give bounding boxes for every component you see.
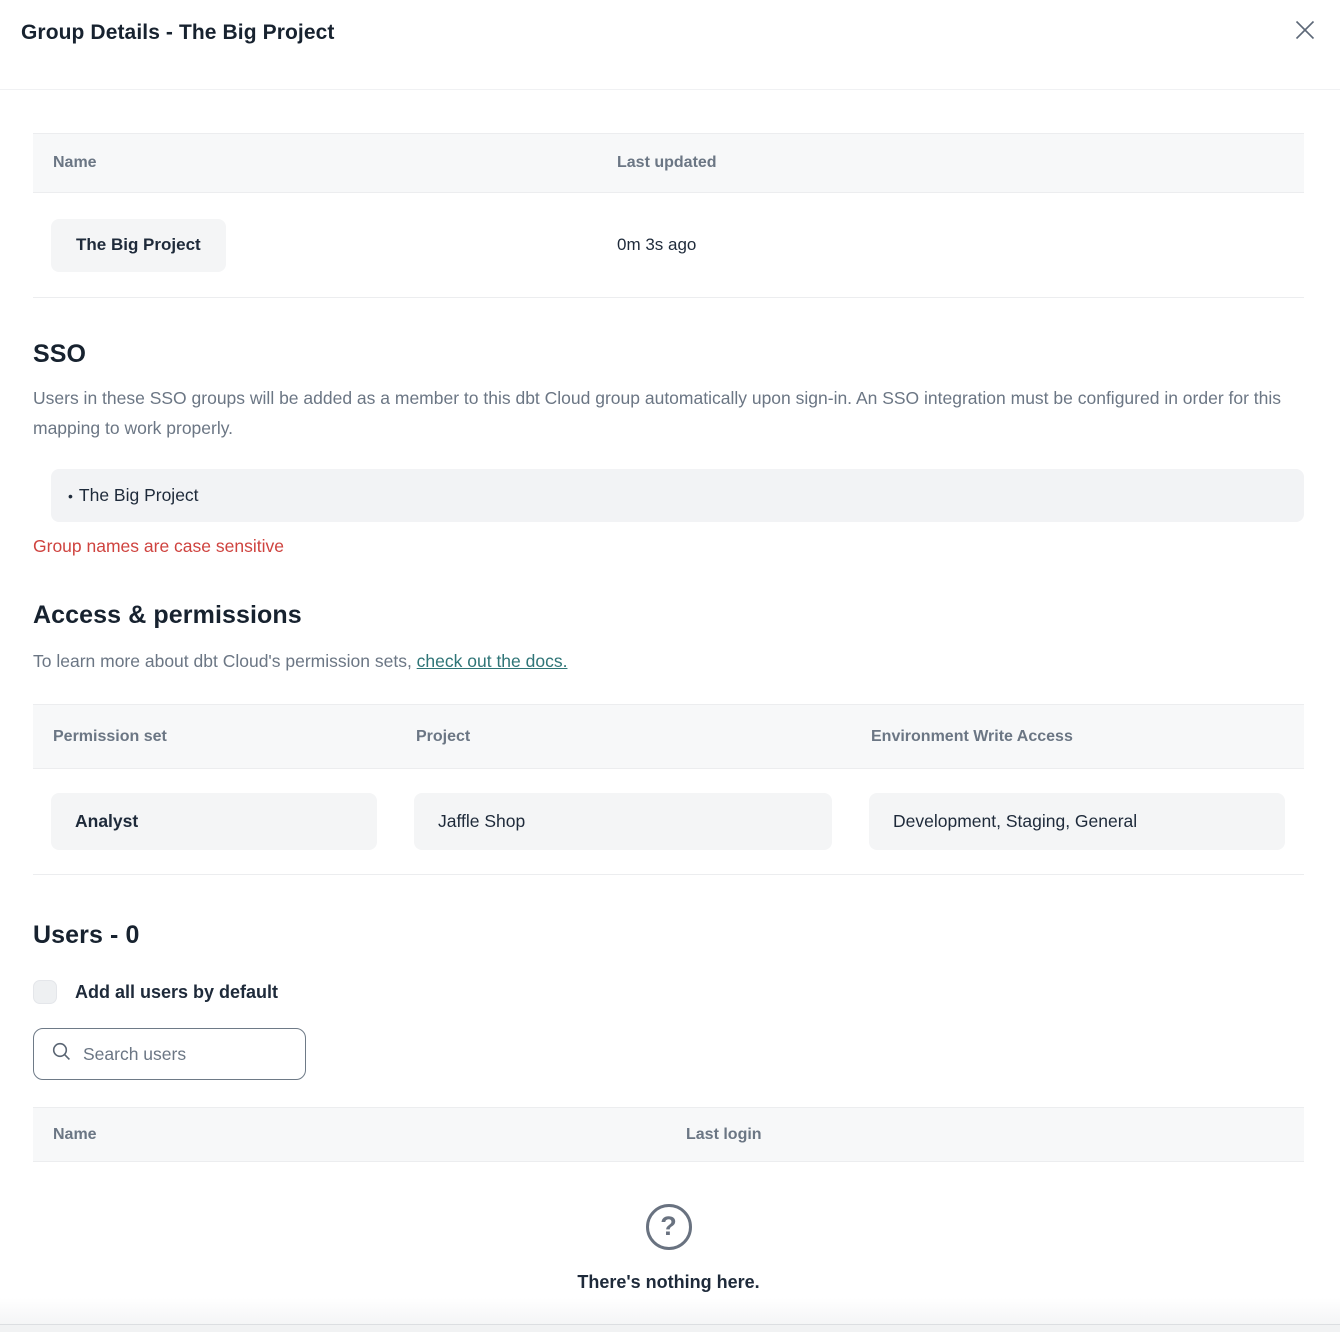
table-row [33,193,1304,297]
close-icon [1292,17,1318,46]
search-users-input[interactable] [83,1044,273,1065]
bottom-shadow [0,1298,1340,1324]
modal-header [0,0,1340,90]
search-icon [51,1041,72,1067]
docs-link[interactable]: check out the docs. [416,651,568,671]
access-description-text: To learn more about dbt Cloud's permission sets, [33,651,417,671]
add-all-users-label: Add all users by default [75,981,279,1002]
bullet-icon: • [68,487,73,504]
group-table [33,133,1304,298]
column-header-name: Name [53,154,97,171]
environment-write-access-value[interactable]: Development, Staging, General [869,793,1285,850]
question-mark-icon: ? [646,1204,692,1250]
users-table-header [33,1108,1304,1162]
empty-state [33,1204,1304,1293]
column-header-permission-set: Permission set [53,727,167,745]
add-all-users-row [33,980,1304,1004]
users-table [33,1107,1304,1162]
table-row [33,769,1304,874]
users-heading: Users - 0 [33,921,140,949]
sso-description: Users in these SSO groups will be added as a member to this dbt Cloud group automatically upon sign-in. An SSO integration must be configured in order for this mapping to work properly. [33,388,1282,438]
column-header-last-login: Last login [686,1125,762,1143]
column-header-name: Name [53,1125,97,1143]
search-users-box[interactable] [33,1028,306,1080]
access-permissions-heading: Access & permissions [33,601,302,629]
sso-heading: SSO [33,340,87,368]
column-header-environment-write-access: Environment Write Access [871,727,1073,745]
sso-group-list-item [51,469,1304,522]
footer-strip [0,1324,1340,1332]
case-sensitive-note: Group names are case sensitive [33,536,284,556]
column-header-project: Project [416,727,471,745]
project-value[interactable]: Jaffle Shop [414,793,832,850]
column-header-last-updated: Last updated [617,154,717,171]
group-name-chip[interactable]: The Big Project [51,219,226,272]
close-button[interactable] [1290,16,1320,46]
permissions-table [33,704,1304,875]
add-all-users-checkbox[interactable] [33,980,57,1004]
empty-state-message: There's nothing here. [577,1272,760,1292]
permission-set-value[interactable]: Analyst [51,793,377,850]
last-updated-value: 0m 3s ago [617,235,697,254]
sso-group-name: The Big Project [78,485,199,505]
page-title: Group Details - The Big Project [21,21,335,44]
permissions-table-header [33,705,1304,769]
access-description [33,646,1304,676]
group-table-header [33,134,1304,193]
